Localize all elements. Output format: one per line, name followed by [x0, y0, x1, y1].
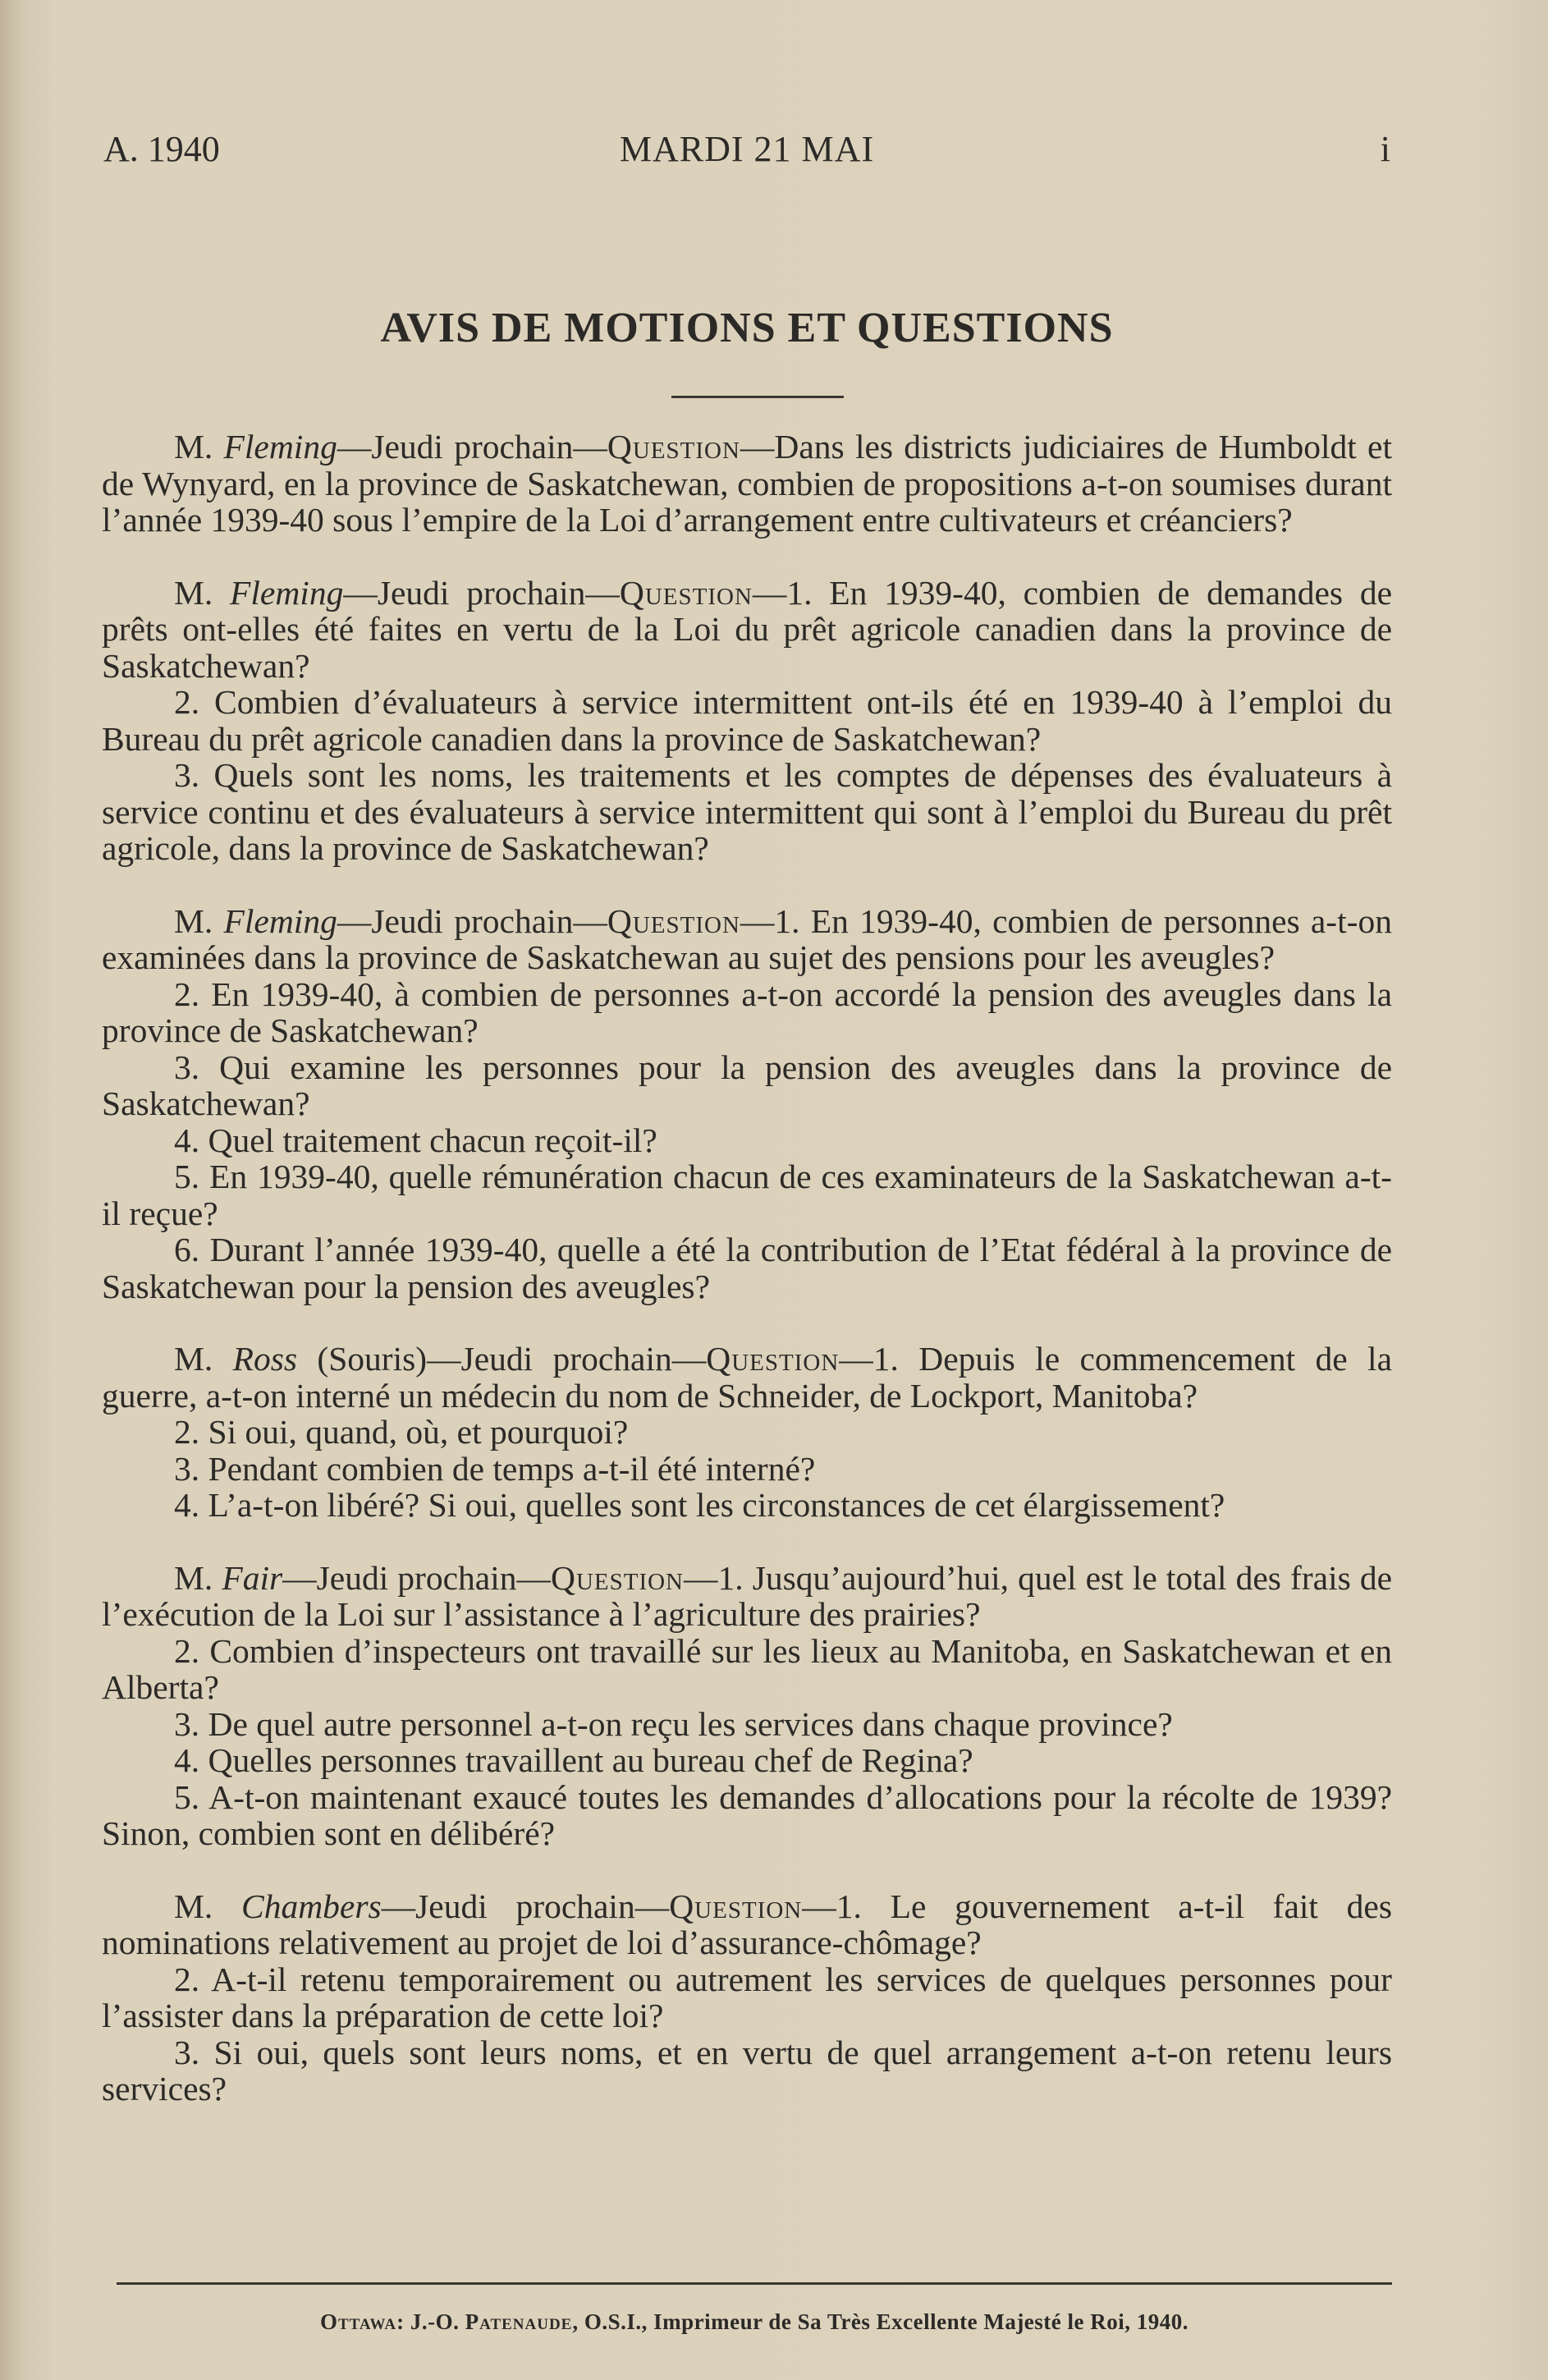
imprint-initials: J.-O. [410, 2309, 465, 2334]
member-prefix: M. [174, 428, 224, 465]
question-text: —1. Le gouvernement a-t-il fait des nominations relativement au projet de loi d’assurance-chômage? [102, 1887, 1392, 1961]
question-lead-paragraph [102, 1888, 1392, 1961]
member-prefix: M. [174, 1558, 222, 1597]
question-subparagraph [102, 2034, 1392, 2107]
question-text: —1. En 1939-40, combien de personnes a-t-on examinées dans la province de Saskatchewan au sujet des pensions pour les aveugles? [102, 901, 1392, 976]
question-text: —1. En 1939-40, combien de demandes de prêts ont-elles été faites en vertu de la Loi du prêt agricole canadien dans la province de Saskatchewan? [102, 573, 1392, 685]
imprint-footer [117, 2305, 1392, 2338]
imprint-colon: : [396, 2309, 410, 2334]
running-head [103, 125, 1390, 174]
page-number: i [1380, 129, 1390, 169]
question-subparagraph [102, 976, 1392, 1049]
question-text: 3. Qui examine les personnes pour la pension des aveugles dans la province de Saskatchewan? [102, 1048, 1392, 1122]
question-lead-paragraph [102, 1560, 1392, 1633]
notice-date: —Jeudi prochain— [337, 428, 607, 465]
question-subparagraph [102, 1742, 1392, 1779]
notice-date: —Jeudi prochain— [337, 901, 607, 940]
notice-date: (Souris)—Jeudi prochain— [297, 1340, 707, 1378]
question-lead-paragraph [102, 429, 1392, 539]
question-entry [102, 1888, 1392, 2107]
question-label: Question [619, 573, 753, 612]
member-name: Ross [232, 1340, 298, 1378]
question-entry [102, 575, 1392, 867]
notice-date: —Jeudi prochain— [343, 573, 620, 612]
question-subparagraph [102, 1706, 1392, 1743]
notice-body [102, 429, 1392, 2144]
question-text: 2. Combien d’évaluateurs à service intermittent ont-ils été en 1939-40 à l’emploi du Bureau du prêt agricole canadien dans la province de Saskatchewan? [102, 683, 1392, 758]
question-entry [102, 1560, 1392, 1852]
question-text: 6. Durant l’année 1939-40, quelle a été la contribution de l’Etat fédéral à la province de Saskatchewan pour la pension des aveugles? [102, 1231, 1392, 1305]
question-text: 2. A-t-il retenu temporairement ou autrement les services de quelques personnes pour l’assister dans la préparation de cette loi? [102, 1960, 1392, 2034]
notice-date: —Jeudi prochain— [282, 1558, 551, 1597]
question-subparagraph [102, 1633, 1392, 1706]
page-title: AVIS DE MOTIONS ET QUESTIONS [380, 305, 1114, 351]
question-entry [102, 903, 1392, 1305]
question-subparagraph [102, 1779, 1392, 1852]
question-subparagraph [102, 1451, 1392, 1488]
member-prefix: M. [174, 1340, 233, 1378]
question-text: 2. Combien d’inspecteurs ont travaillé sur les lieux au Manitoba, en Saskatchewan et en Alberta? [102, 1631, 1392, 1706]
question-text: 2. En 1939-40, à combien de personnes a-t-on accordé la pension des aveugles dans la province de Saskatchewan? [102, 974, 1392, 1049]
question-text: 4. Quelles personnes travaillent au bureau chef de Regina? [174, 1741, 973, 1779]
question-text: 4. Quel traitement chacun reçoit-il? [174, 1121, 657, 1159]
question-entry [102, 1341, 1392, 1524]
header-year: A. 1940 [103, 129, 220, 169]
question-label: Question [607, 428, 740, 465]
question-lead-paragraph [102, 575, 1392, 685]
footer-divider [117, 2282, 1392, 2285]
question-lead-paragraph [102, 1341, 1392, 1414]
question-subparagraph [102, 1487, 1392, 1524]
question-label: Question [706, 1340, 840, 1378]
question-subparagraph [102, 1961, 1392, 2034]
question-subparagraph [102, 1158, 1392, 1231]
question-entry [102, 429, 1392, 539]
question-subparagraph [102, 1231, 1392, 1305]
question-text: 3. Quels sont les noms, les traitements et les comptes de dépenses des évaluateurs à service continu et des évaluateurs à service intermittent qui sont à l’emploi du Bureau du prêt agricole, dans la province de Saskatchewan? [102, 756, 1392, 867]
member-prefix: M. [174, 901, 224, 940]
notice-date: —Jeudi prochain— [381, 1887, 670, 1925]
question-subparagraph [102, 684, 1392, 757]
imprint-rest: , O.S.I., Imprimeur de Sa Très Excellente Majesté le Roi, 1940. [572, 2309, 1189, 2334]
member-name: Fleming [223, 901, 337, 940]
question-text: 2. Si oui, quand, où, et pourquoi? [174, 1413, 629, 1451]
member-prefix: M. [174, 573, 231, 612]
question-subparagraph [102, 1122, 1392, 1159]
question-label: Question [607, 901, 740, 940]
question-text: 3. Si oui, quels sont leurs noms, et en vertu de quel arrangement a-t-on retenu leurs services? [102, 2033, 1392, 2107]
question-text: —Dans les districts judiciaires de Humboldt et de Wynyard, en la province de Saskatchewan, combien de propositions a-t-on soumises durant l’année 1939-40 sous l’empire de la Loi d’arrangement entre cultivateurs et créanciers? [102, 428, 1392, 539]
question-text: 3. De quel autre personnel a-t-on reçu les services dans chaque province? [174, 1704, 1173, 1743]
question-subparagraph [102, 1049, 1392, 1122]
question-lead-paragraph [102, 903, 1392, 976]
question-text: 4. L’a-t-on libéré? Si oui, quelles sont les circonstances de cet élargissement? [174, 1486, 1225, 1524]
question-text: —1. Depuis le commencement de la guerre, a-t-on interné un médecin du nom de Schneider, de Lockport, Manitoba? [102, 1340, 1392, 1415]
imprint-printer: Patenaude [465, 2309, 573, 2334]
question-text: 5. En 1939-40, quelle rémunération chacun de ces examinateurs de la Saskatchewan a-t-il reçue? [102, 1158, 1392, 1232]
member-prefix: M. [174, 1887, 242, 1925]
member-name: Chambers [241, 1887, 382, 1925]
question-text: 3. Pendant combien de temps a-t-il été interné? [174, 1449, 816, 1488]
question-subparagraph [102, 1414, 1392, 1451]
question-label: Question [669, 1887, 803, 1925]
imprint-city: Ottawa [319, 2309, 397, 2334]
member-name: Fleming [223, 428, 337, 465]
question-subparagraph [102, 757, 1392, 867]
title-divider [671, 396, 844, 398]
header-date: MARDI 21 MAI [619, 129, 875, 169]
question-text: 5. A-t-on maintenant exaucé toutes les demandes d’allocations pour la récolte de 1939? Sinon, combien sont en délibéré? [102, 1777, 1392, 1852]
member-name: Fair [222, 1558, 283, 1597]
question-label: Question [550, 1558, 684, 1597]
question-text: —1. Jusqu’aujourd’hui, quel est le total des frais de l’exécution de la Loi sur l’assistance à l’agriculture des prairies? [102, 1558, 1392, 1633]
member-name: Fleming [230, 573, 344, 612]
